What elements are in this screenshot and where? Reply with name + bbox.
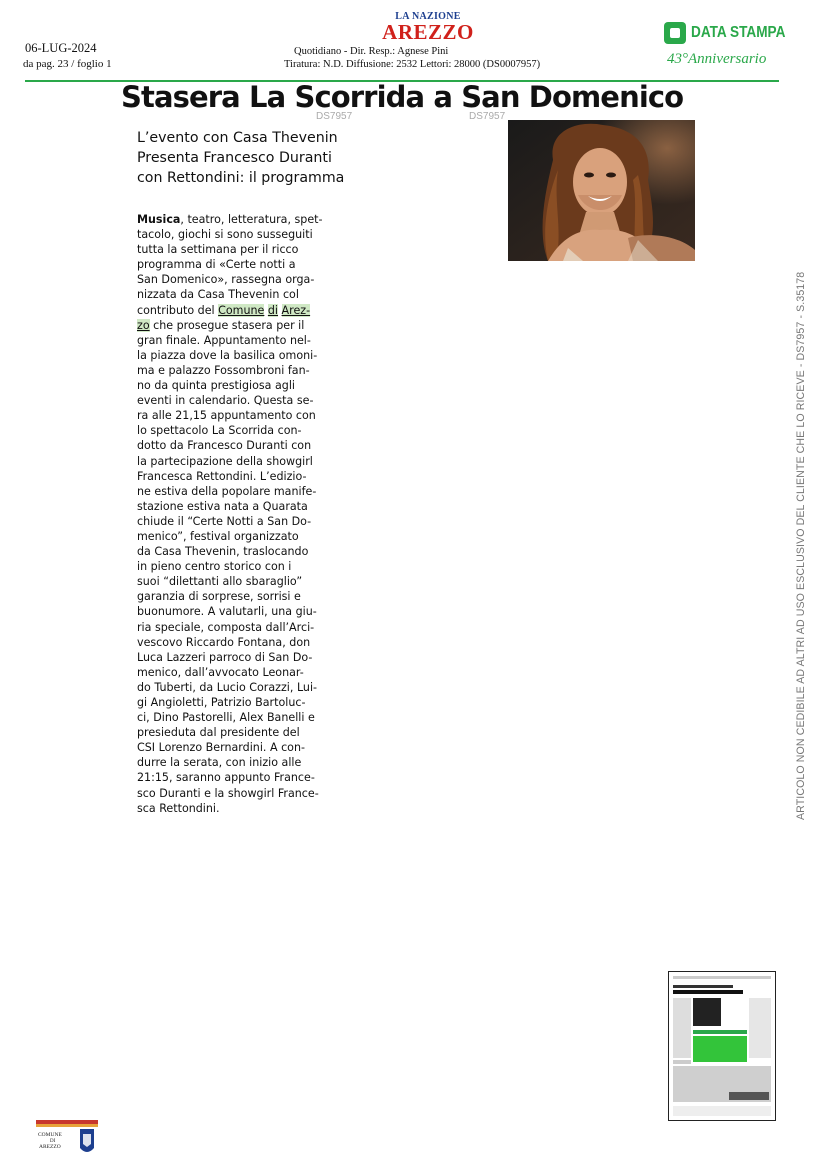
- body-line: gran finale. Appuntamento nel-: [137, 333, 311, 347]
- comune-arezzo-logo: [36, 1120, 98, 1160]
- article-photo: [508, 120, 695, 261]
- body-line: San Domenico», rassegna orga-: [137, 273, 315, 287]
- watermark: DS7957: [316, 111, 353, 122]
- subheadline-line: con Rettondini: il programma: [137, 170, 345, 186]
- data-stampa-logo: [664, 22, 802, 44]
- body-line: eventi in calendario. Questa se-: [137, 394, 314, 408]
- body-line: Musica, teatro, letteratura, spet-: [137, 213, 323, 226]
- body-line: sca Rettondini.: [137, 801, 220, 815]
- data-stampa-icon: [664, 22, 686, 44]
- thumbnail-preview: [669, 972, 775, 1120]
- body-line: ria speciale, composta dall’Arci-: [137, 620, 315, 634]
- body-line: zo che prosegue stasera per il: [137, 318, 305, 332]
- logo-line-2: DI: [50, 1139, 56, 1144]
- body-line: stazione estiva nata a Quarata: [137, 499, 308, 513]
- newspaper-masthead: [378, 12, 478, 43]
- showgirl-portrait: [508, 120, 695, 261]
- highlight-arezzo: Arez-: [281, 303, 311, 317]
- watermark: DS7957: [469, 111, 506, 122]
- body-line: 21:15, saranno appunto France-: [137, 771, 315, 785]
- body-line: lo spettacolo La Scorrida con-: [137, 424, 302, 438]
- comune-crest: [36, 1120, 98, 1160]
- page-thumbnail: [668, 971, 776, 1121]
- article-body: [137, 212, 326, 816]
- body-line: vescovo Riccardo Fontana, don: [137, 635, 311, 649]
- body-line: ra alle 21,15 appuntamento con: [137, 409, 316, 423]
- body-line: ci, Dino Pastorelli, Alex Banelli e: [137, 711, 315, 725]
- body-line: tutta la settimana per il ricco: [137, 243, 299, 257]
- body-line: sco Duranti e la showgirl France-: [137, 786, 319, 800]
- body-line: no da quinta prestigiosa agli: [137, 379, 295, 393]
- anniversary-label: 43°Anniversario: [667, 51, 767, 67]
- logo-line-1: COMUNE: [38, 1132, 62, 1138]
- body-line: la partecipazione della showgirl: [137, 454, 313, 468]
- highlight-arezzo: zo: [137, 318, 150, 332]
- body-line: durre la serata, con inizio alle: [137, 756, 302, 770]
- publication-meta: Quotidiano - Dir. Resp.: Agnese Pini: [294, 46, 449, 57]
- body-line: gi Angioletti, Patrizio Bartoluc-: [137, 696, 306, 709]
- body-line: garanzia di sorprese, sorrisi e: [137, 590, 301, 604]
- body-line: contributo del Comune di Arez-: [137, 303, 311, 317]
- logo-line-3: AREZZO: [39, 1144, 61, 1150]
- circulation-meta: Tiratura: N.D. Diffusione: 2532 Lettori: 28000 (DS0007957): [284, 59, 541, 70]
- subheadline-line: Presenta Francesco Duranti: [137, 150, 332, 166]
- body-line: buonumore. A valutarli, una giu-: [137, 605, 317, 619]
- article-subheadline: [137, 128, 345, 188]
- body-line: nizzata da Casa Thevenin col: [137, 288, 299, 302]
- copyright-notice: ARTICOLO NON CEDIBILE AD ALTRI AD USO ESCLUSIVO DEL CLIENTE CHE LO RICEVE - DS7957 - S.35178: [795, 271, 807, 820]
- body-line: ne estiva della popolare manife-: [137, 484, 317, 498]
- brand-name: DATA STAMPA: [691, 24, 786, 41]
- body-line: menico, dall’avvocato Leonar-: [137, 665, 304, 679]
- masthead-bottom: AREZZO: [382, 20, 474, 44]
- body-line: menico”, festival organizzato: [137, 529, 299, 543]
- article-headline: Stasera La Scorrida a San Domenico: [121, 80, 684, 114]
- body-line: Francesca Rettondini. L’edizio-: [137, 469, 307, 483]
- subheadline-line: L’evento con Casa Thevenin: [137, 130, 338, 146]
- body-line: Luca Lazzeri parroco di San Do-: [137, 650, 313, 664]
- body-line: da Casa Thevenin, traslocando: [137, 545, 309, 559]
- lead-word: Musica: [137, 213, 181, 226]
- body-line: tacolo, giochi si sono susseguiti: [137, 228, 313, 242]
- highlight-comune: Comune: [218, 303, 265, 317]
- body-line: in pieno centro storico con i: [137, 560, 292, 574]
- masthead-top: LA NAZIONE: [395, 11, 461, 22]
- body-line: dotto da Francesco Duranti con: [137, 439, 312, 453]
- body-line: CSI Lorenzo Bernardini. A con-: [137, 741, 305, 755]
- body-line: programma di «Certe notti a: [137, 258, 296, 272]
- body-line: presieduta dal presidente del: [137, 726, 300, 740]
- body-line: chiude il “Certe Notti a San Do-: [137, 514, 312, 528]
- body-line: do Tuberti, da Lucio Corazzi, Lui-: [137, 680, 318, 694]
- body-continued: [137, 333, 326, 816]
- body-line: la piazza dove la basilica omoni-: [137, 348, 318, 362]
- highlight-di: di: [267, 303, 279, 317]
- body-line: ma e palazzo Fossombroni fan-: [137, 363, 310, 377]
- body-line: suoi “dilettanti allo sbaraglio”: [137, 575, 303, 589]
- clip-date: 06-LUG-2024: [25, 41, 97, 55]
- page-reference: da pag. 23 / foglio 1: [23, 58, 112, 70]
